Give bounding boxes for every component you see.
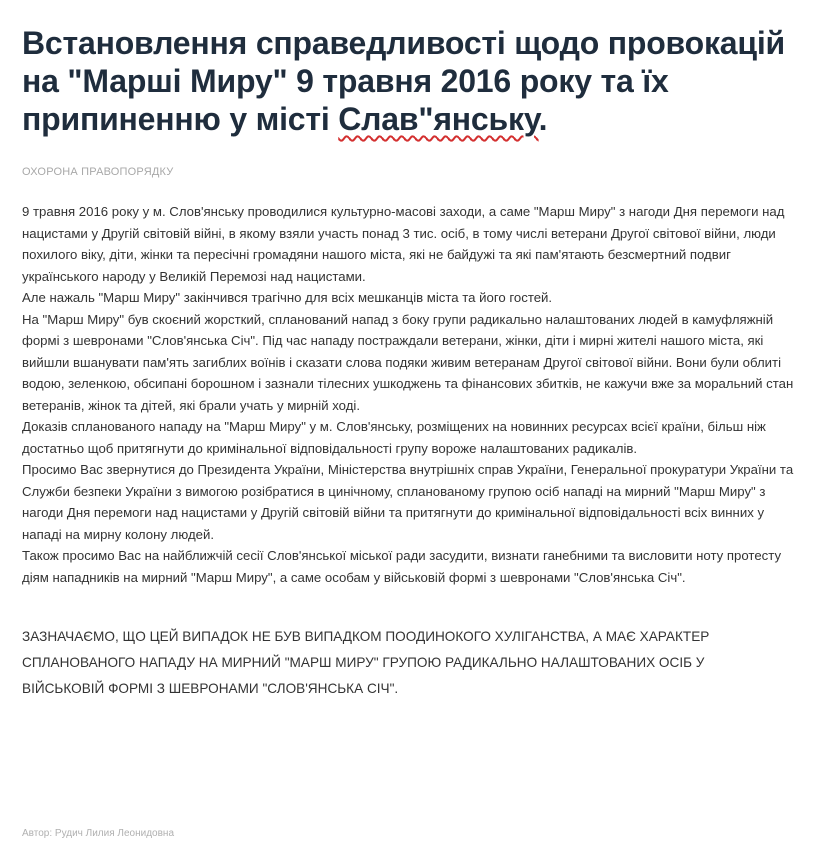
- notice-uppercase: ЗАЗНАЧАЄМО, ЩО ЦЕЙ ВИПАДОК НЕ БУВ ВИПАДКОМ ПООДИНОКОГО ХУЛІГАНСТВА, А МАЄ ХАРАКТЕР СПЛАНОВАНОГО НАПАДУ НА МИРНИЙ "МАРШ МИРУ" ГРУПОЮ РАДИКАЛЬНО НАЛАШТОВАНИХ ОСІБ У ВІЙСЬКОВІЙ ФОРМІ З ШЕВРОНАМИ "СЛОВ'ЯНСЬКА СІЧ".: [22, 629, 710, 696]
- article-body: [22, 201, 801, 588]
- title-period: .: [538, 101, 548, 137]
- paragraph: Але нажаль "Марш Миру" закінчився трагічно для всіх мешканців міста та його гостей.: [22, 290, 553, 305]
- paragraph: На "Марш Миру" був скоєний жорсткий, спланований напад з боку групи радикально налаштованих людей в камуфляжній формі з шевронами "Слов'янська Січ". Під час нападу постраждали ветерани, жінки, діти і мирні жителі нашого міста, які вийшли вшанувати пам'ять загиблих воїнів і сказати слова подяки живим ветеранам Другої світової війни. Вони були облиті водою, зеленкою, обсипані борошном і зазнали тілесних ушкоджень та фінансових збитків, не кажучи вже за моральний стан ветеранів, жінок та дітей, які брали учать у мирній ході.: [22, 311, 794, 413]
- paragraph: Доказів спланованого нападу на "Марш Миру" у м. Слов'янську, розміщених на новинних ресурсах всієї країни, більш ніж достатньо щоб притягнути до кримінальної відповідальності групу вороже налаштованих радикалів.: [22, 419, 766, 456]
- paragraph: Просимо Вас звернутися до Президента України, Міністерства внутрішніх справ України, Генеральної прокуратури України та Служби безпеки України з вимогою розібратися в цинічному, спланованому групою осіб нападі на мирний "Марш Миру" з нагоди Дня перемоги над нацистами у Другій світовій війни та притягнути до кримінальної відповідальності всіх винних у нападі на мирну колону людей.: [22, 462, 794, 542]
- author-line: Автор: Рудич Лилия Леонидовна: [22, 828, 175, 839]
- paragraph: 9 травня 2016 року у м. Слов'янську проводилися культурно-масові заходи, а саме "Марш Миру" з нагоди Дня перемоги над нацистами у Другій світовій війні, в якому взяли участь понад 3 тис. осіб, в тому числі ветерани Другої світової війни, люди похилого віку, діти, жінки та пересічні громадяни нашого міста, які не байдужі та які пам'ятають безсмертний подвиг українського народу у Великій Перемозі над нацистами.: [22, 204, 785, 284]
- title-city-misspelled: Слав"янську: [338, 101, 539, 137]
- paragraph: Також просимо Вас на найближчій сесії Слов'янської міської ради засудити, визнати ганебними та висловити ноту протесту діям нападників на мирний "Марш Миру", а саме особам у військовій формі з шевронами "Слов'янська Січ".: [22, 548, 782, 585]
- title-text: Встановлення справедливості щодо провокацій на "Марші Миру" 9 травня 2016 року та їх припиненню у місті: [22, 25, 785, 137]
- page-title: [22, 24, 801, 138]
- category-label: ОХОРОНА ПРАВОПОРЯДКУ: [22, 166, 174, 178]
